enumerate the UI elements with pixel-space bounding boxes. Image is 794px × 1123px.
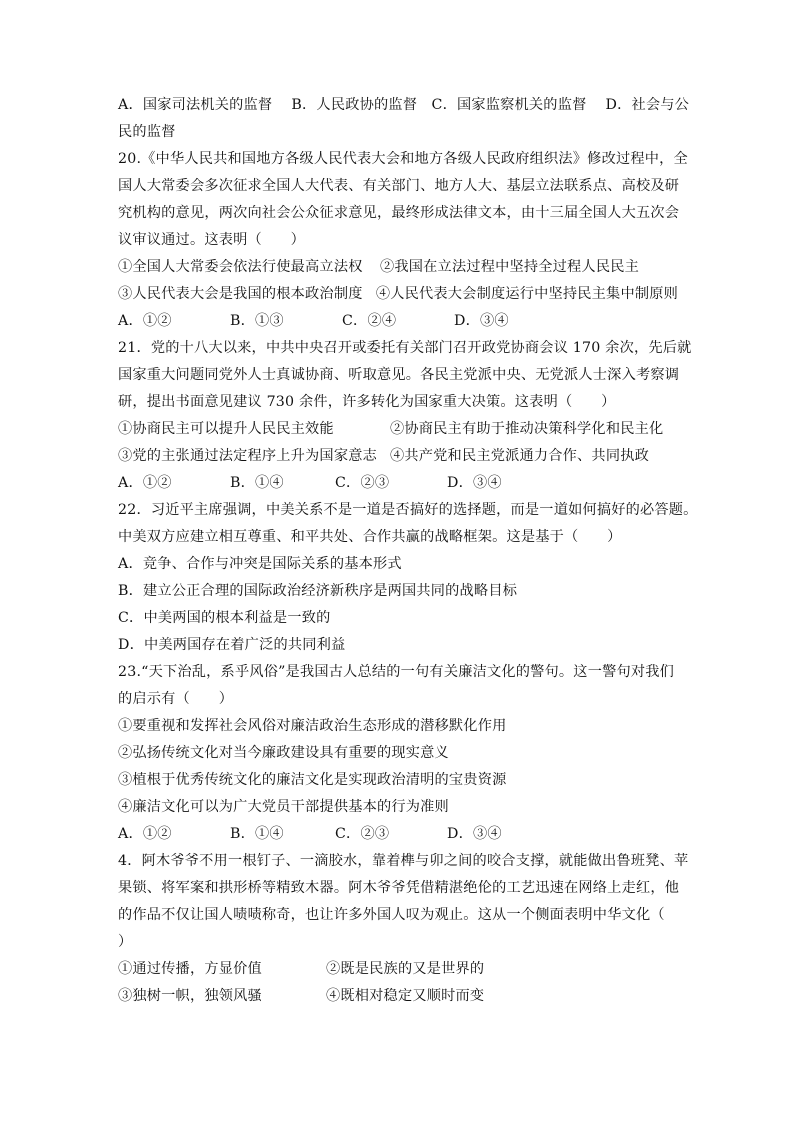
q22-choice-c: C．中美两国的根本利益是一致的 <box>118 610 331 626</box>
q21-statement-3: ③党的主张通过法定程序上升为国家意志 <box>118 448 377 464</box>
q21-statement-4: ④共产党和民主党派通力合作、共同执政 <box>390 448 649 464</box>
q22-stem-line1: 22．习近平主席强调，中美关系不是一道是否搞好的选择题，而是一道如何搞好的必答题。 <box>118 502 698 518</box>
q21-choices <box>118 473 678 500</box>
q20-stem-line2: 国人大常委会多次征求全国人大代表、有关部门、地方人大、基层立法联系点、高校及研 <box>118 178 680 194</box>
q23-choice-d: D．③④ <box>447 826 502 842</box>
q4-stem-line2: 果锁、将军案和拱形桥等精致木器。阿木爷爷凭借精湛绝伦的工艺迅速在网络上走红，他 <box>118 880 680 896</box>
q21-statement-2: ②协商民主有助于推动决策科学化和民主化 <box>390 421 664 437</box>
q21-choice-d: D．③④ <box>447 475 502 491</box>
q23-choice-b: B．①④ <box>230 826 284 842</box>
q20-stem-line3: 究机构的意见，两次向社会公众征求意见，最终形成法律文本，由十三届全国人大五次会 <box>118 205 680 221</box>
q21-choice-c: C．②③ <box>335 475 390 491</box>
q20-statement-4: ④人民代表大会制度运行中坚持民主集中制原则 <box>375 286 678 302</box>
q20-choices <box>118 311 678 338</box>
q22-stem-line2: 中美双方应建立相互尊重、和平共处、合作共赢的战略框架。这是基于（ ） <box>118 529 622 545</box>
q21-statements-row2 <box>118 446 678 473</box>
q20-choice-c: C．②④ <box>342 313 397 329</box>
q19-options-line: A．国家司法机关的监督 B．人民政协的监督 C．国家监察机关的监督 D．社会与公 <box>118 97 690 113</box>
q23-stem-line1: 23.“天下治乱，系乎风俗”是我国古人总结的一句有关廉洁文化的警句。这一警句对我们 <box>118 664 675 680</box>
q22-choice-a: A．竞争、合作与冲突是国际关系的基本形式 <box>118 556 402 572</box>
q21-statement-1: ①协商民主可以提升人民民主效能 <box>118 421 334 437</box>
q20-statements-row1 <box>118 257 678 284</box>
q23-statement-1: ①要重视和发挥社会风俗对廉洁政治生态形成的潜移默化作用 <box>118 718 507 734</box>
q20-statement-1: ①全国人大常委会依法行使最高立法权 <box>118 259 363 275</box>
q4-statement-1: ①通过传播，方显价值 <box>118 961 262 977</box>
q23-statement-2: ②弘扬传统文化对当今廉政建设具有重要的现实意义 <box>118 745 449 761</box>
q20-choice-b: B．①③ <box>230 313 284 329</box>
q21-stem-line3: 研，提出书面意见建议 730 余件，许多转化为国家重大决策。这表明（ ） <box>118 394 616 410</box>
question-text <box>118 95 698 1013</box>
q20-choice-a: A．①② <box>118 313 172 329</box>
q21-choice-b: B．①④ <box>230 475 284 491</box>
q23-choices <box>118 824 678 851</box>
q4-statement-4: ④既相对稳定又顺时而变 <box>326 988 485 1004</box>
q20-stem-line1: 20.《中华人民共和国地方各级人民代表大会和地方各级人民政府组织法》修改过程中，全 <box>118 151 688 167</box>
q20-choice-d: D．③④ <box>454 313 509 329</box>
q4-statement-3: ③独树一帜，独领风骚 <box>118 988 262 1004</box>
q4-stem-line3: 的作品不仅让国人啧啧称奇，也让许多外国人叹为观止。这从一个侧面表明中华文化（ <box>118 907 665 923</box>
q21-statements-row1 <box>118 419 678 446</box>
q22-choice-d: D．中美两国存在着广泛的共同利益 <box>118 637 346 653</box>
q4-statements-row2 <box>118 986 678 1013</box>
q23-choice-a: A．①② <box>118 826 172 842</box>
q21-stem-line2: 国家重大问题同党外人士真诚协商、听取意见。各民主党派中央、无党派人士深入考察调 <box>118 367 680 383</box>
q23-stem-line2: 的启示有（ ） <box>118 691 234 707</box>
q4-stem-line1: 4．阿木爷爷不用一根钉子、一滴胶水，靠着榫与卯之间的咬合支撑，就能做出鲁班凳、苹 <box>118 853 689 869</box>
q4-statement-2: ②既是民族的又是世界的 <box>326 961 485 977</box>
q20-statements-row2 <box>118 284 678 311</box>
q23-statement-4: ④廉洁文化可以为广大党员干部提供基本的行为准则 <box>118 799 449 815</box>
q20-statement-2: ②我国在立法过程中坚持全过程人民民主 <box>380 259 639 275</box>
q22-choice-b: B．建立公正合理的国际政治经济新秩序是两国共同的战略目标 <box>118 583 518 599</box>
q20-stem-line4: 议审议通过。这表明（ ） <box>118 232 306 248</box>
q20-statement-3: ③人民代表大会是我国的根本政治制度 <box>118 286 363 302</box>
q4-statements-row1 <box>118 959 678 986</box>
q23-choice-c: C．②③ <box>335 826 390 842</box>
q4-stem-line4: ） <box>118 934 133 950</box>
q21-choice-a: A．①② <box>118 475 172 491</box>
q21-stem-line1: 21．党的十八大以来，中共中央召开或委托有关部门召开政党协商会议 170 余次，先后就 <box>118 340 692 356</box>
q19-options-cont: 民的监督 <box>118 124 176 140</box>
q23-statement-3: ③植根于优秀传统文化的廉洁文化是实现政治清明的宝贵资源 <box>118 772 507 788</box>
